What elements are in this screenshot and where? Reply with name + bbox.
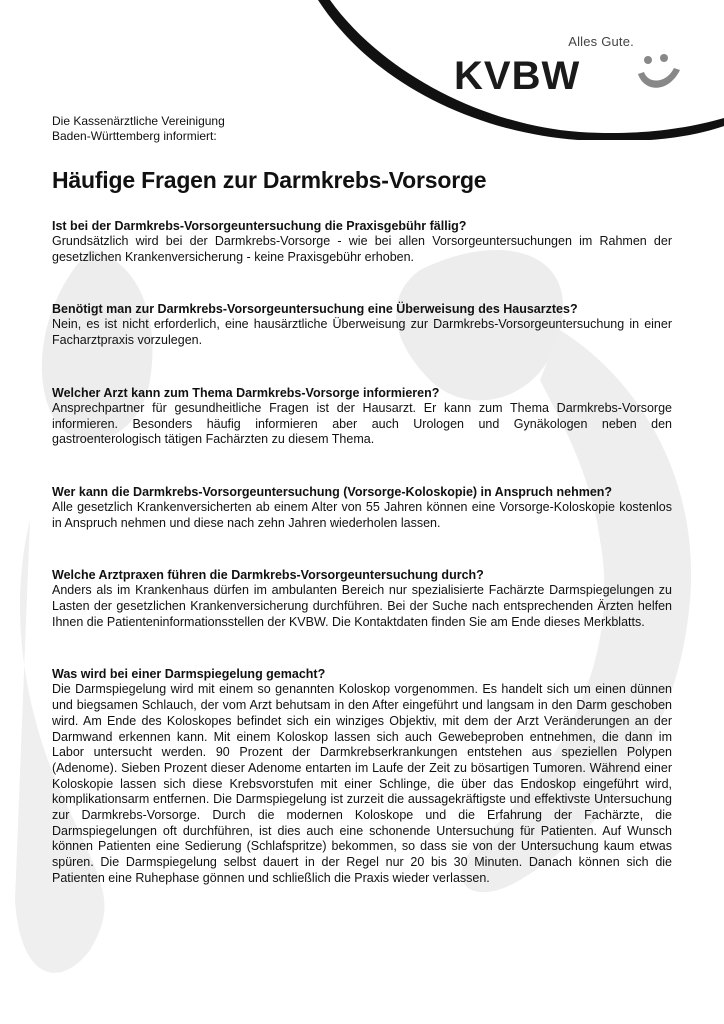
faq-answer: Ansprechpartner für gesundheitliche Fragen ist der Hausarzt. Er kann zum Thema Darmkrebs-Vorsorge informieren. Besonders häufig informieren aber auch Urologen und Gynäkologen neben den gastroenterologisch tätigen Fachärzten zu diesem Thema. [52, 400, 672, 447]
faq-question: Ist bei der Darmkrebs-Vorsorgeuntersuchung die Praxisgebühr fällig? [52, 219, 467, 233]
faq-item [52, 484, 672, 531]
faq-item [52, 385, 672, 448]
faq-item [52, 666, 672, 886]
faq-item [52, 301, 672, 348]
faq-answer: Alle gesetzlich Krankenversicherten ab einem Alter von 55 Jahren können eine Vorsorge-Koloskopie kostenlos in Anspruch nehmen und diese nach zehn Jahren wiederholen lassen. [52, 499, 672, 530]
logo-wordmark: KVBW [454, 54, 581, 98]
faq-answer: Nein, es ist nicht erforderlich, eine hausärztliche Überweisung zur Darmkrebs-Vorsorgeuntersuchung in einer Facharztpraxis vorzulegen. [52, 317, 672, 348]
faq-question: Welche Arztpraxen führen die Darmkrebs-Vorsorgeuntersuchung durch? [52, 568, 484, 583]
intro-line-2: Baden-Württemberg informiert: [52, 129, 217, 143]
faq-answer: Die Darmspiegelung wird mit einem so genannten Koloskop vorgenommen. Es handelt sich um einen dünnen und biegsamen Schlauch, der vom Arzt behutsam in den After eingeführt und langsam in den Darm geschoben wird. Am Ende des Koloskopes befindet sich ein winziges Objektiv, mit dem der Arzt Veränderungen an der Darmwand erkennen kann. Mit einem Koloskop lassen sich auch Gewebeproben entnehmen, die dann im Labor untersucht werden. 90 Prozent der Darmkrebserkrankungen entstehen aus speziellen Polypen (Adenome). Sieben Prozent dieser Adenome entarten im Laufe der Zeit zu bösartigen Tumoren. Während einer Koloskopie lassen sich diese Krebsvorstufen mit einer Schlinge, die über das Endoskop eingeführt wird, komplikationsarm entfernen. Die Darmspiegelung ist zurzeit die aussagekräftigste und effektivste Untersuchung zur Darmkrebs-Vorsorge. Durch die modernen Koloskope und die Erfahrung der Fachärzte, die Darmspiegelungen oft durchführen, ist dies auch eine schonende Untersuchung für Patienten. Auf Wunsch können Patienten eine Sedierung (Schlafspritze) bekommen, so dass sie von der Untersuchung kaum etwas spüren. Die Darmspiegelung selbst dauert in der Regel nur 20 bis 30 Minuten. Danach können sich die Patienten eine Ruhephase gönnen und schließlich die Praxis wieder verlassen. [52, 682, 672, 885]
faq-answer: Grundsätzlich wird bei der Darmkrebs-Vorsorge - wie bei allen Vorsorgeuntersuchungen im Rahmen der gesetzlichen Krankenversicherung - keine Praxisgebühr erhoben. [52, 234, 672, 264]
faq-question: Was wird bei einer Darmspiegelung gemacht? [52, 667, 326, 682]
kvbw-logo [452, 34, 662, 104]
page-title: Häufige Fragen zur Darmkrebs-Vorsorge [52, 167, 487, 193]
faq-question: Welcher Arzt kann zum Thema Darmkrebs-Vorsorge informieren? [52, 385, 440, 400]
faq-question: Benötigt man zur Darmkrebs-Vorsorgeuntersuchung eine Überweisung des Hausarztes? [52, 302, 578, 317]
faq-question: Wer kann die Darmkrebs-Vorsorgeuntersuchung (Vorsorge-Koloskopie) in Anspruch nehmen? [52, 484, 613, 499]
faq-item [52, 567, 672, 630]
faq-item [52, 218, 672, 265]
logo-tagline: Alles Gute. [568, 34, 634, 49]
document-body [52, 114, 672, 923]
faq-answer: Anders als im Krankenhaus dürfen im ambulanten Bereich nur spezialisierte Fachärzte Darmspiegelungen zu Lasten der gesetzlichen Krankenversicherung durchführen. Bei der Suche nach entsprechenden Ärzten helfen Ihnen die Patienteninformationsstellen der KVBW. Die Kontaktdaten finden Sie am Ende dieses Merkblatts. [52, 583, 672, 629]
smile-icon [634, 52, 684, 96]
intro-line-1: Die Kassenärztliche Vereinigung [52, 114, 225, 128]
